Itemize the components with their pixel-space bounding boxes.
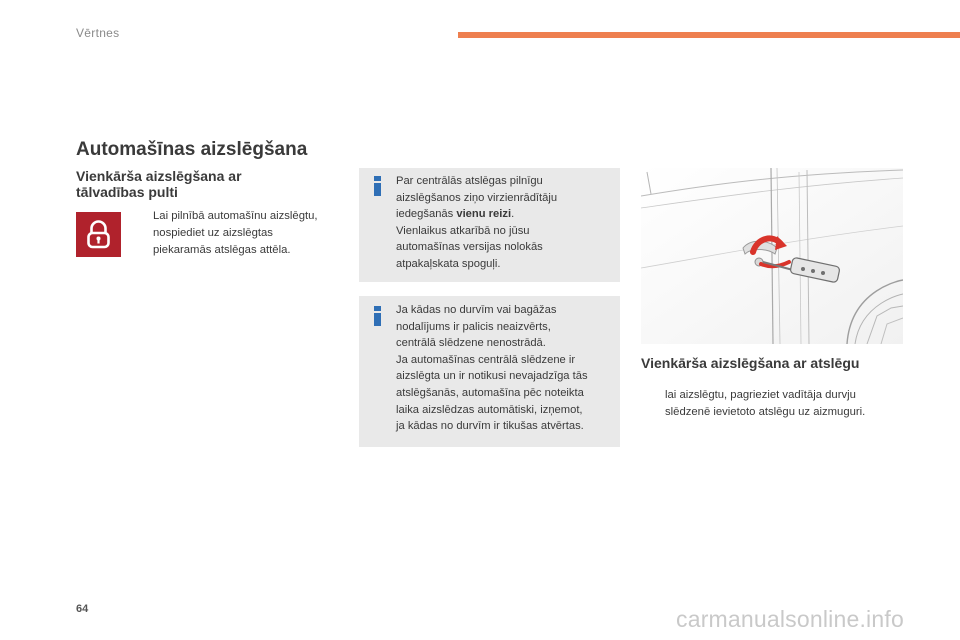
info-line: atslēgšanās, automašīna pēc noteikta [396, 386, 584, 399]
info-line: Par centrālās atslēgas pilnīgu [396, 175, 543, 187]
instruction-line: nospiediet uz aizslēgtas [153, 227, 273, 239]
instruction-line: lai aizslēgtu, pagrieziet vadītāja durvju [665, 389, 856, 401]
info-line: aizslēgšanos ziņo virzienrādītāju [396, 191, 558, 204]
page-title: Automašīnas aizslēgšana [76, 139, 308, 160]
info-line-part: iedegšanās [396, 208, 457, 221]
header-accent-bar [458, 32, 960, 38]
remote-lock-heading [76, 168, 336, 200]
key-lock-instruction [665, 387, 905, 421]
info-line: nodalījums ir palicis neaizvērts, [396, 320, 551, 333]
instruction-line: slēdzenē ievietoto atslēgu uz aizmuguri. [665, 406, 866, 418]
lock-button-illustration [76, 212, 121, 257]
info-line: centrālā slēdzene nenostrādā. [396, 337, 546, 350]
info-line [396, 206, 616, 223]
info-line: ja kādas no durvīm ir tikušas atvērtas. [396, 420, 584, 433]
remote-lock-instruction [153, 208, 348, 259]
section-label: Vērtnes [76, 26, 120, 40]
padlock-icon [76, 212, 121, 257]
info-box-lock-confirmation [359, 168, 620, 282]
info-line: Ja kādas no durvīm vai bagāžas [396, 304, 557, 316]
info-box-door-open [359, 296, 620, 447]
car-door-key-illustration [641, 168, 903, 344]
page-number: 64 [76, 603, 89, 615]
info-icon [374, 306, 381, 326]
instruction-line: Lai pilnībā automašīnu aizslēgtu, [153, 210, 318, 222]
info-line: laika aizslēdzas automātiski, izņemot, [396, 403, 583, 416]
info-text [396, 302, 616, 435]
info-line: automašīnas versijas nolokās [396, 241, 543, 254]
info-emphasis: vienu reizi [456, 208, 512, 221]
info-line: atpakaļskata spoguļi. [396, 257, 501, 270]
watermark: carmanualsonline.info [676, 606, 904, 632]
car-door-drawing [641, 168, 903, 344]
remote-lock-heading-line: Vienkārša aizslēgšana ar [76, 168, 242, 184]
remote-lock-heading-line: tālvadības pulti [76, 184, 178, 200]
info-line: aizslēgta un ir notikusi nevajadzīga tās [396, 370, 588, 383]
info-line: Vienlaikus atkarībā no jūsu [396, 224, 530, 237]
key-lock-heading: Vienkārša aizslēgšana ar atslēgu [641, 355, 860, 371]
info-text [396, 173, 616, 273]
info-line-part: . [511, 208, 515, 221]
info-icon [374, 176, 381, 196]
info-line: Ja automašīnas centrālā slēdzene ir [396, 353, 576, 366]
instruction-line: piekaramās atslēgas attēla. [153, 244, 291, 256]
